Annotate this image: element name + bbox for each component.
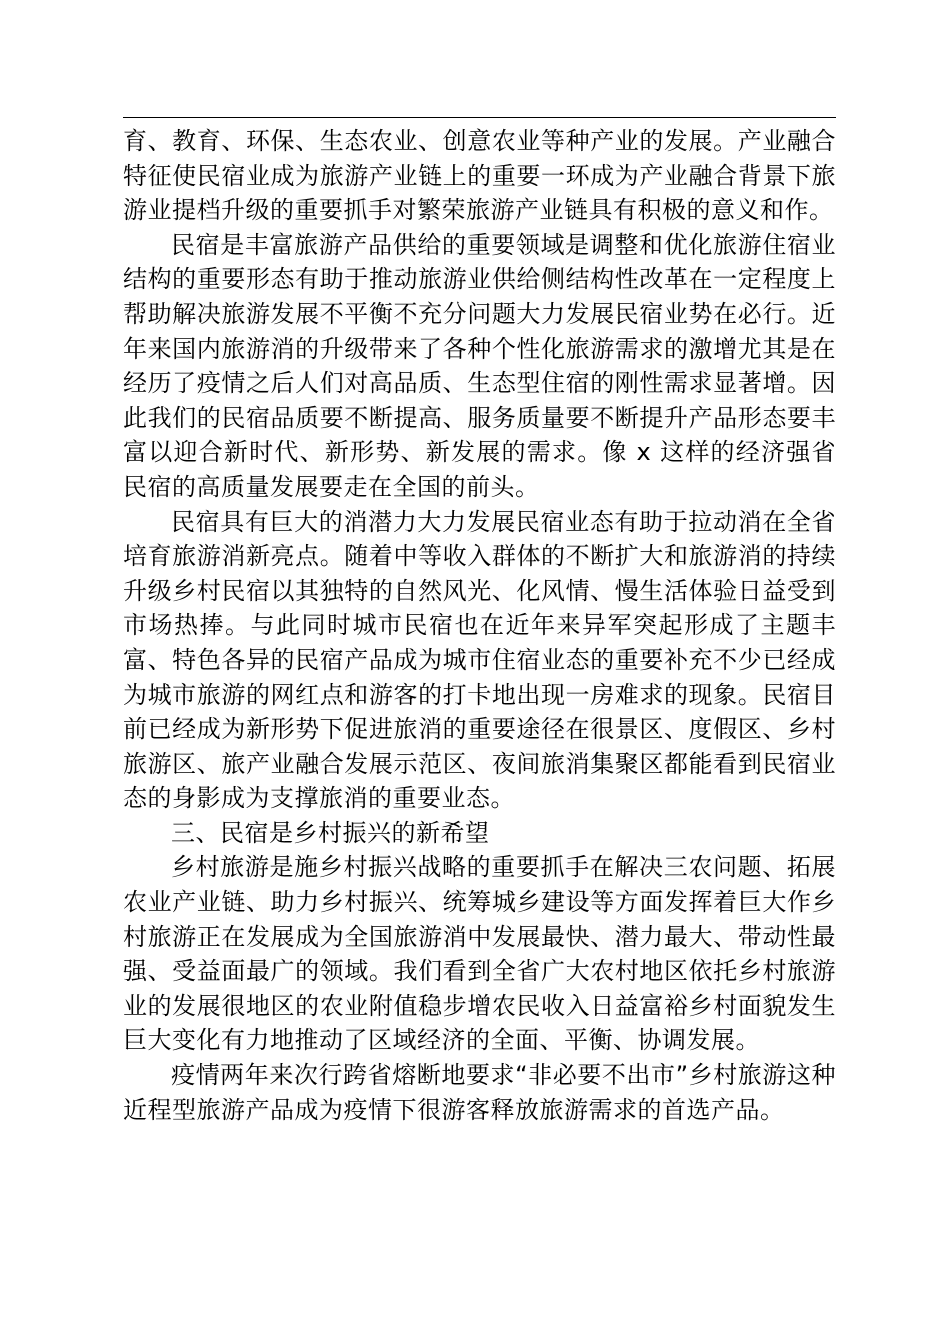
- paragraph-minsu-consumption: 民宿具有巨大的消潜力大力发展民宿业态有助于拉动消在全省培育旅游消新亮点。随着中等收入群体的不断扩大和旅游消的持续升级乡村民宿以其独特的自然风光、化风情、慢生活体验日益受到市场热捧。与此同时城市民宿也在近年来异军突起形成了主题丰富、特色各异的民宿产品成为城市住宿业态的重要补充不少已经成为城市旅游的网红点和游客的打卡地出现一房难求的现象。民宿目前已经成为新形势下促进旅消的重要途径在很景区、度假区、乡村旅游区、旅产业融合发展示范区、夜间旅消集聚区都能看到民宿业态的身影成为支撑旅消的重要业态。: [123, 507, 836, 813]
- paragraph-rural-tourism: 乡村旅游是施乡村振兴战略的重要抓手在解决三农问题、拓展农业产业链、助力乡村振兴、统筹城乡建设等方面发挥着巨大作乡村旅游正在发展成为全国旅游消中发展最快、潜力最大、带动性最强、受益面最广的领域。我们看到全省广大农村地区依托乡村旅游业的发展很地区的农业附值稳步增农民收入日益富裕乡村面貌发生巨大变化有力地推动了区域经济的全面、平衡、协调发展。: [123, 853, 836, 1055]
- paragraph-minsu-supply: 民宿是丰富旅游产品供给的重要领域是调整和优化旅游住宿业结构的重要形态有助于推动旅游业供给侧结构性改革在一定程度上帮助解决旅游发展不平衡不充分问题大力发展民宿业势在必行。近年来国内旅游消的升级带来了各种个性化旅游需求的激增尤其是在经历了疫情之后人们对高品质、生态型住宿的刚性需求显著增。因此我们的民宿品质要不断提高、服务质量要不断提升产品形态要丰富以迎合新时代、新形势、新发展的需求。像 x 这样的经济强省民宿的高质量发展要走在全国的前头。: [123, 230, 836, 501]
- paragraph-continuation: 育、教育、环保、生态农业、创意农业等种产业的发展。产业融合特征使民宿业成为旅游产业链上的重要一环成为产业融合背景下旅游业提档升级的重要抓手对繁荣旅游产业链具有积极的意义和作。: [123, 127, 836, 225]
- section-heading-3: 三、民宿是乡村振兴的新希望: [171, 818, 490, 847]
- header-rule: [123, 117, 836, 118]
- document-body: [123, 124, 836, 1127]
- paragraph-epidemic: 疫情两年来次行跨省熔断地要求“非必要不出市”乡村旅游这种近程型旅游产品成为疫情下很游客释放旅游需求的首选产品。: [123, 1061, 836, 1124]
